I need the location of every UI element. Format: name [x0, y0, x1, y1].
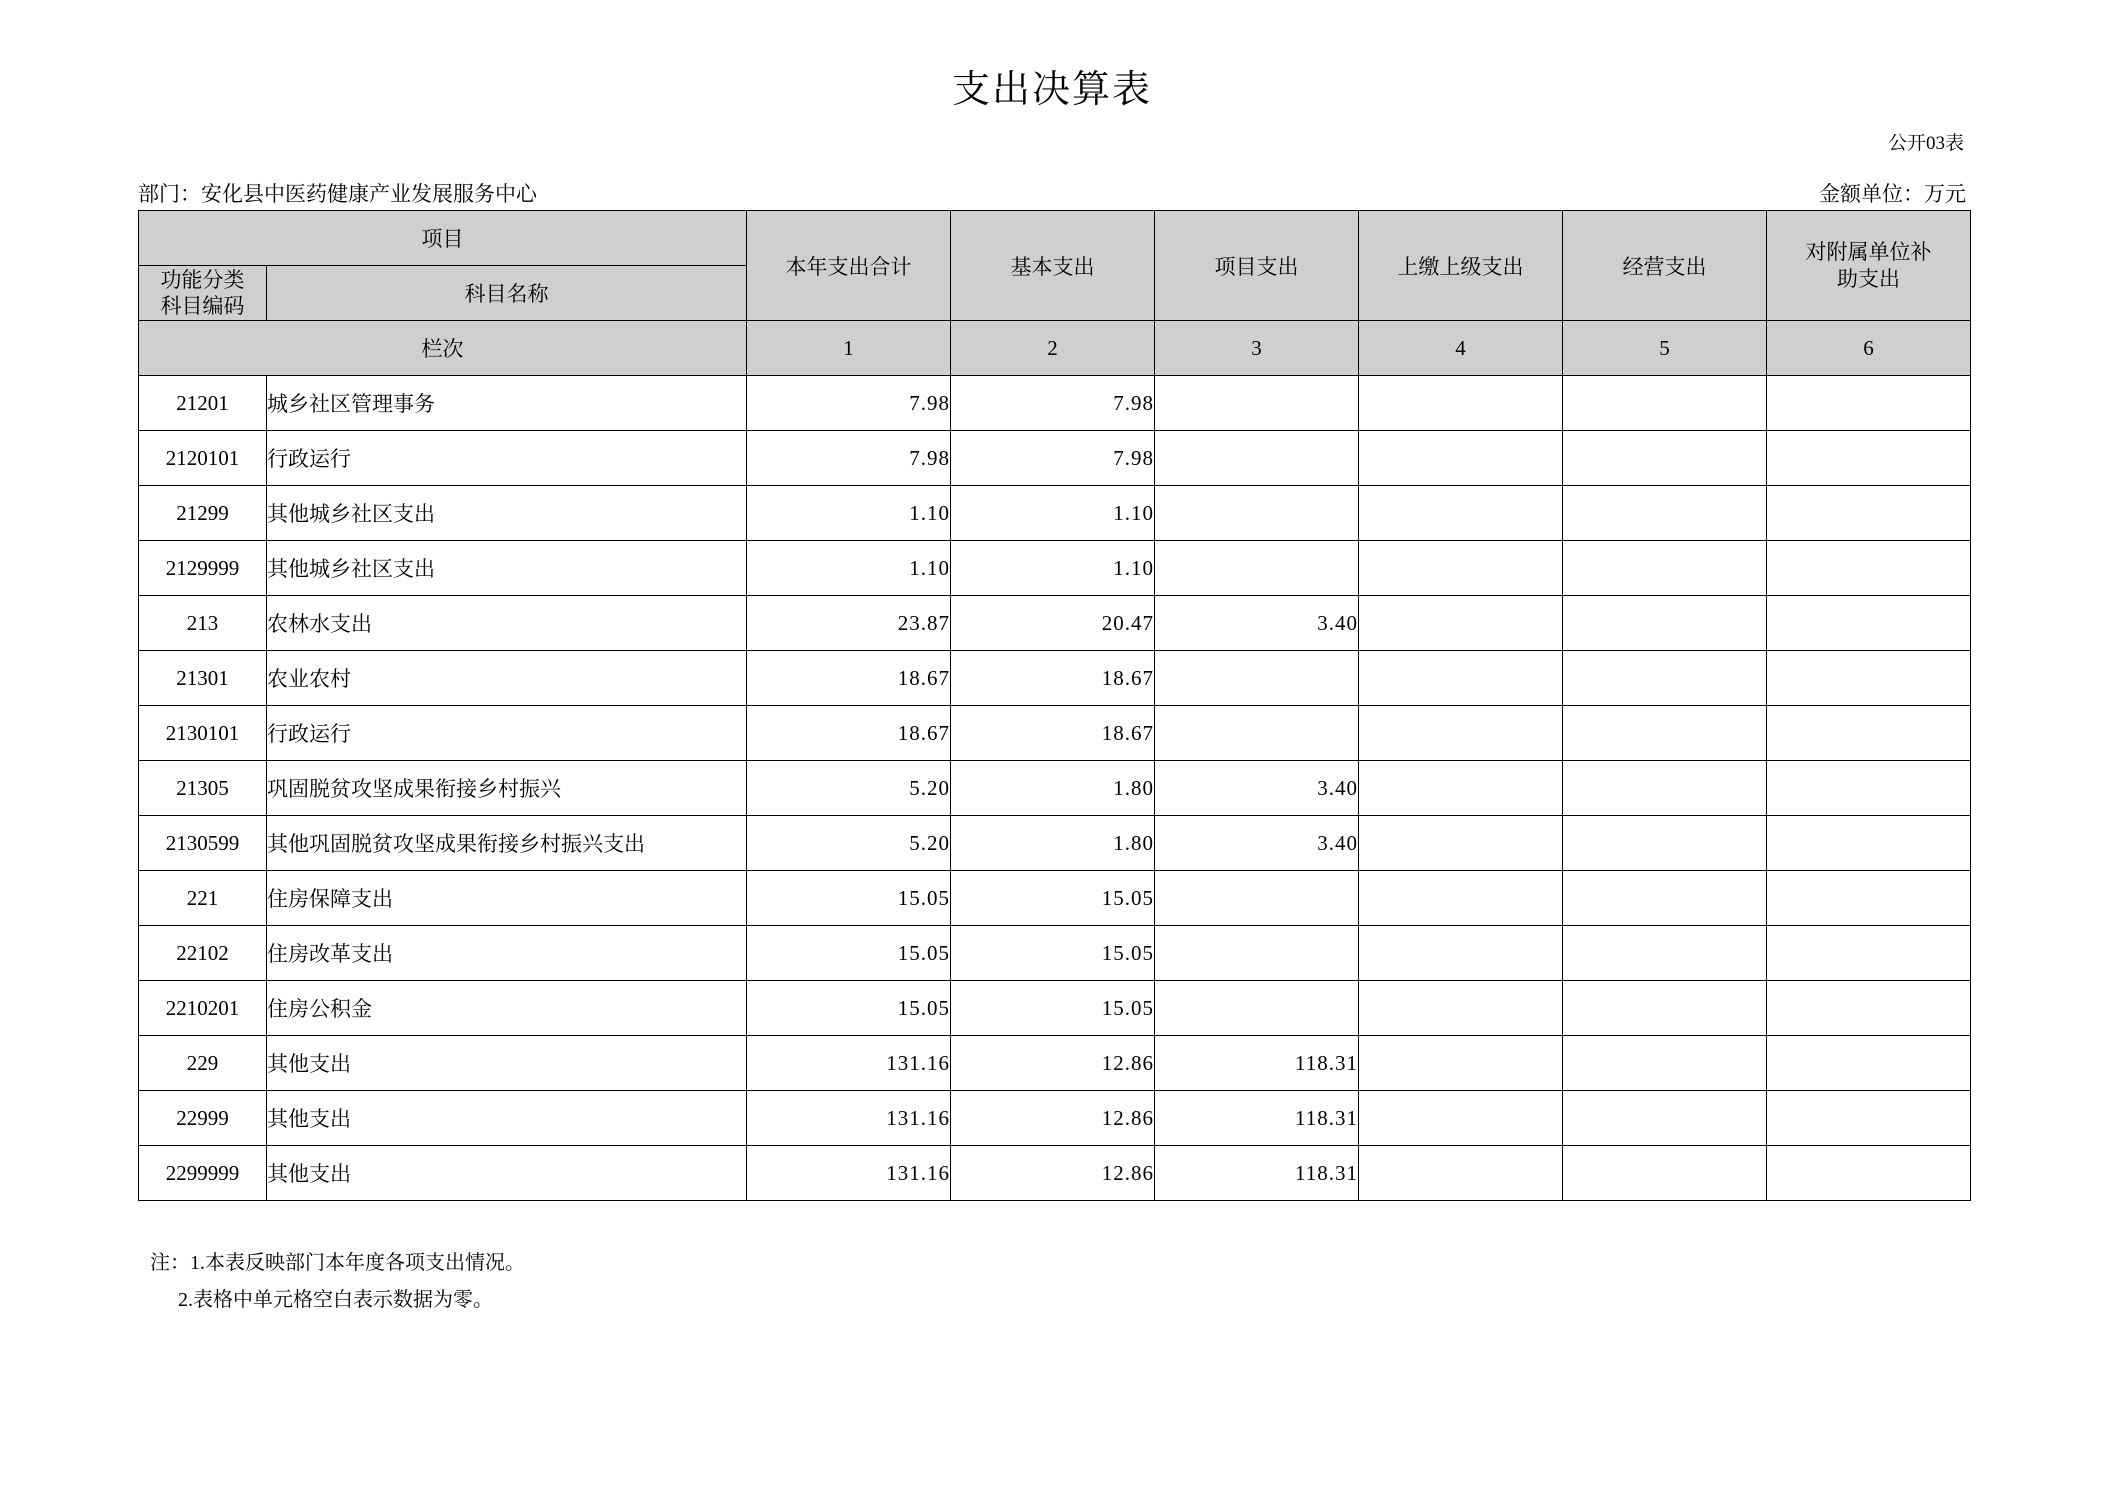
cell-code: 21201 [139, 376, 267, 431]
cell-basic: 7.98 [951, 376, 1155, 431]
cell-total: 18.67 [747, 706, 951, 761]
form-number: 公开03表 [1887, 133, 1964, 154]
cell-total: 131.16 [747, 1146, 951, 1201]
cell-project: 3.40 [1155, 816, 1359, 871]
cell-project [1155, 486, 1359, 541]
cell-operating [1563, 706, 1767, 761]
table-row [139, 706, 1971, 761]
cell-project: 3.40 [1155, 596, 1359, 651]
cell-name: 其他支出 [267, 1036, 747, 1091]
cell-total: 15.05 [747, 981, 951, 1036]
cell-name: 其他城乡社区支出 [267, 541, 747, 596]
cell-code: 2130599 [139, 816, 267, 871]
cell-name: 其他巩固脱贫攻坚成果衔接乡村振兴支出 [267, 816, 747, 871]
cell-upper [1359, 981, 1563, 1036]
cell-upper [1359, 1091, 1563, 1146]
cell-upper [1359, 761, 1563, 816]
cell-operating [1563, 486, 1767, 541]
column-index-5: 5 [1563, 321, 1767, 376]
cell-code: 2299999 [139, 1146, 267, 1201]
cell-code: 22999 [139, 1091, 267, 1146]
cell-total: 5.20 [747, 761, 951, 816]
cell-basic: 18.67 [951, 651, 1155, 706]
cell-project: 118.31 [1155, 1091, 1359, 1146]
column-header-subsidy-line2: 助支出 [1837, 266, 1900, 291]
table-row [139, 926, 1971, 981]
table-notes [150, 1245, 525, 1319]
cell-upper [1359, 541, 1563, 596]
cell-upper [1359, 596, 1563, 651]
cell-upper [1359, 816, 1563, 871]
cell-total: 131.16 [747, 1036, 951, 1091]
cell-basic: 15.05 [951, 926, 1155, 981]
table-row [139, 871, 1971, 926]
cell-name: 其他城乡社区支出 [267, 486, 747, 541]
cell-upper [1359, 376, 1563, 431]
column-index-6: 6 [1767, 321, 1971, 376]
cell-subsidy [1767, 596, 1971, 651]
cell-name: 城乡社区管理事务 [267, 376, 747, 431]
cell-name: 住房改革支出 [267, 926, 747, 981]
cell-basic: 12.86 [951, 1036, 1155, 1091]
cell-operating [1563, 1146, 1767, 1201]
cell-subsidy [1767, 816, 1971, 871]
column-header-basic: 基本支出 [951, 211, 1155, 321]
cell-operating [1563, 761, 1767, 816]
cell-name: 巩固脱贫攻坚成果衔接乡村振兴 [267, 761, 747, 816]
column-header-code-line2: 科目编码 [160, 294, 245, 318]
cell-upper [1359, 1036, 1563, 1091]
cell-code: 229 [139, 1036, 267, 1091]
row-label-header: 栏次 [139, 321, 747, 376]
column-index-4: 4 [1359, 321, 1563, 376]
column-header-project-exp: 项目支出 [1155, 211, 1359, 321]
cell-name: 农林水支出 [267, 596, 747, 651]
column-header-upper: 上缴上级支出 [1359, 211, 1563, 321]
cell-basic: 1.80 [951, 816, 1155, 871]
table-header-group-row [139, 211, 1971, 266]
cell-operating [1563, 651, 1767, 706]
cell-code: 2130101 [139, 706, 267, 761]
table-header-index-row [139, 321, 1971, 376]
cell-basic: 12.86 [951, 1146, 1155, 1201]
expenditure-table [138, 210, 1971, 1201]
column-index-1: 1 [747, 321, 951, 376]
table-row [139, 1036, 1971, 1091]
table-row [139, 651, 1971, 706]
cell-upper [1359, 651, 1563, 706]
cell-subsidy [1767, 486, 1971, 541]
column-index-3: 3 [1155, 321, 1359, 376]
column-index-2: 2 [951, 321, 1155, 376]
cell-name: 行政运行 [267, 431, 747, 486]
cell-total: 5.20 [747, 816, 951, 871]
cell-upper [1359, 706, 1563, 761]
cell-upper [1359, 926, 1563, 981]
cell-total: 1.10 [747, 541, 951, 596]
cell-basic: 7.98 [951, 431, 1155, 486]
column-header-code [139, 266, 267, 321]
cell-project [1155, 871, 1359, 926]
cell-upper [1359, 486, 1563, 541]
cell-project: 118.31 [1155, 1036, 1359, 1091]
column-header-subject-name: 科目名称 [267, 266, 747, 321]
cell-upper [1359, 431, 1563, 486]
page-title: 支出决算表 [951, 69, 1152, 111]
note-line-1: 注：1.本表反映部门本年度各项支出情况。 [150, 1252, 525, 1274]
cell-basic: 15.05 [951, 981, 1155, 1036]
cell-name: 住房公积金 [267, 981, 747, 1036]
cell-project: 118.31 [1155, 1146, 1359, 1201]
cell-code: 2129999 [139, 541, 267, 596]
table-row [139, 596, 1971, 651]
cell-subsidy [1767, 871, 1971, 926]
cell-upper [1359, 871, 1563, 926]
table-row [139, 1091, 1971, 1146]
cell-total: 18.67 [747, 651, 951, 706]
column-header-total: 本年支出合计 [747, 211, 951, 321]
cell-subsidy [1767, 1091, 1971, 1146]
cell-subsidy [1767, 431, 1971, 486]
meta-row [138, 178, 1966, 208]
cell-total: 1.10 [747, 486, 951, 541]
cell-total: 7.98 [747, 376, 951, 431]
cell-code: 22102 [139, 926, 267, 981]
cell-code: 21305 [139, 761, 267, 816]
table-row [139, 981, 1971, 1036]
cell-operating [1563, 1036, 1767, 1091]
cell-name: 农业农村 [267, 651, 747, 706]
table-row [139, 816, 1971, 871]
cell-total: 23.87 [747, 596, 951, 651]
table-row [139, 541, 1971, 596]
table-row [139, 431, 1971, 486]
cell-operating [1563, 431, 1767, 486]
cell-project [1155, 541, 1359, 596]
cell-project [1155, 651, 1359, 706]
cell-project [1155, 926, 1359, 981]
cell-name: 住房保障支出 [267, 871, 747, 926]
cell-subsidy [1767, 926, 1971, 981]
cell-operating [1563, 816, 1767, 871]
table-row [139, 1146, 1971, 1201]
cell-operating [1563, 871, 1767, 926]
department-label: 部门：安化县中医药健康产业发展服务中心 [138, 182, 537, 206]
cell-code: 2120101 [139, 431, 267, 486]
note-line-2: 2.表格中单元格空白表示数据为零。 [178, 1289, 493, 1311]
cell-operating [1563, 541, 1767, 596]
cell-basic: 12.86 [951, 1091, 1155, 1146]
cell-total: 15.05 [747, 871, 951, 926]
cell-upper [1359, 1146, 1563, 1201]
cell-operating [1563, 596, 1767, 651]
cell-subsidy [1767, 651, 1971, 706]
cell-name: 其他支出 [267, 1091, 747, 1146]
cell-name: 其他支出 [267, 1146, 747, 1201]
cell-operating [1563, 926, 1767, 981]
amount-unit-label: 金额单位：万元 [1819, 182, 1966, 206]
expenditure-table-wrapper [138, 210, 1970, 1201]
cell-total: 15.05 [747, 926, 951, 981]
cell-basic: 20.47 [951, 596, 1155, 651]
cell-subsidy [1767, 1146, 1971, 1201]
cell-basic: 15.05 [951, 871, 1155, 926]
cell-code: 21301 [139, 651, 267, 706]
cell-operating [1563, 376, 1767, 431]
table-row [139, 761, 1971, 816]
cell-operating [1563, 981, 1767, 1036]
cell-basic: 1.10 [951, 486, 1155, 541]
column-header-code-line1: 功能分类 [160, 267, 245, 292]
cell-project [1155, 981, 1359, 1036]
cell-operating [1563, 1091, 1767, 1146]
cell-project [1155, 431, 1359, 486]
column-header-subsidy-line1: 对附属单位补 [1805, 240, 1932, 265]
cell-subsidy [1767, 981, 1971, 1036]
cell-project [1155, 706, 1359, 761]
cell-project: 3.40 [1155, 761, 1359, 816]
cell-code: 221 [139, 871, 267, 926]
cell-total: 131.16 [747, 1091, 951, 1146]
cell-code: 2210201 [139, 981, 267, 1036]
column-header-operating: 经营支出 [1563, 211, 1767, 321]
cell-subsidy [1767, 376, 1971, 431]
table-row [139, 486, 1971, 541]
cell-subsidy [1767, 761, 1971, 816]
cell-basic: 18.67 [951, 706, 1155, 761]
cell-subsidy [1767, 541, 1971, 596]
table-row [139, 376, 1971, 431]
cell-code: 213 [139, 596, 267, 651]
cell-project [1155, 376, 1359, 431]
group-header-project: 项目 [139, 211, 747, 266]
cell-subsidy [1767, 706, 1971, 761]
cell-total: 7.98 [747, 431, 951, 486]
cell-name: 行政运行 [267, 706, 747, 761]
cell-subsidy [1767, 1036, 1971, 1091]
column-header-subsidy [1767, 211, 1971, 321]
cell-basic: 1.10 [951, 541, 1155, 596]
cell-code: 21299 [139, 486, 267, 541]
cell-basic: 1.80 [951, 761, 1155, 816]
